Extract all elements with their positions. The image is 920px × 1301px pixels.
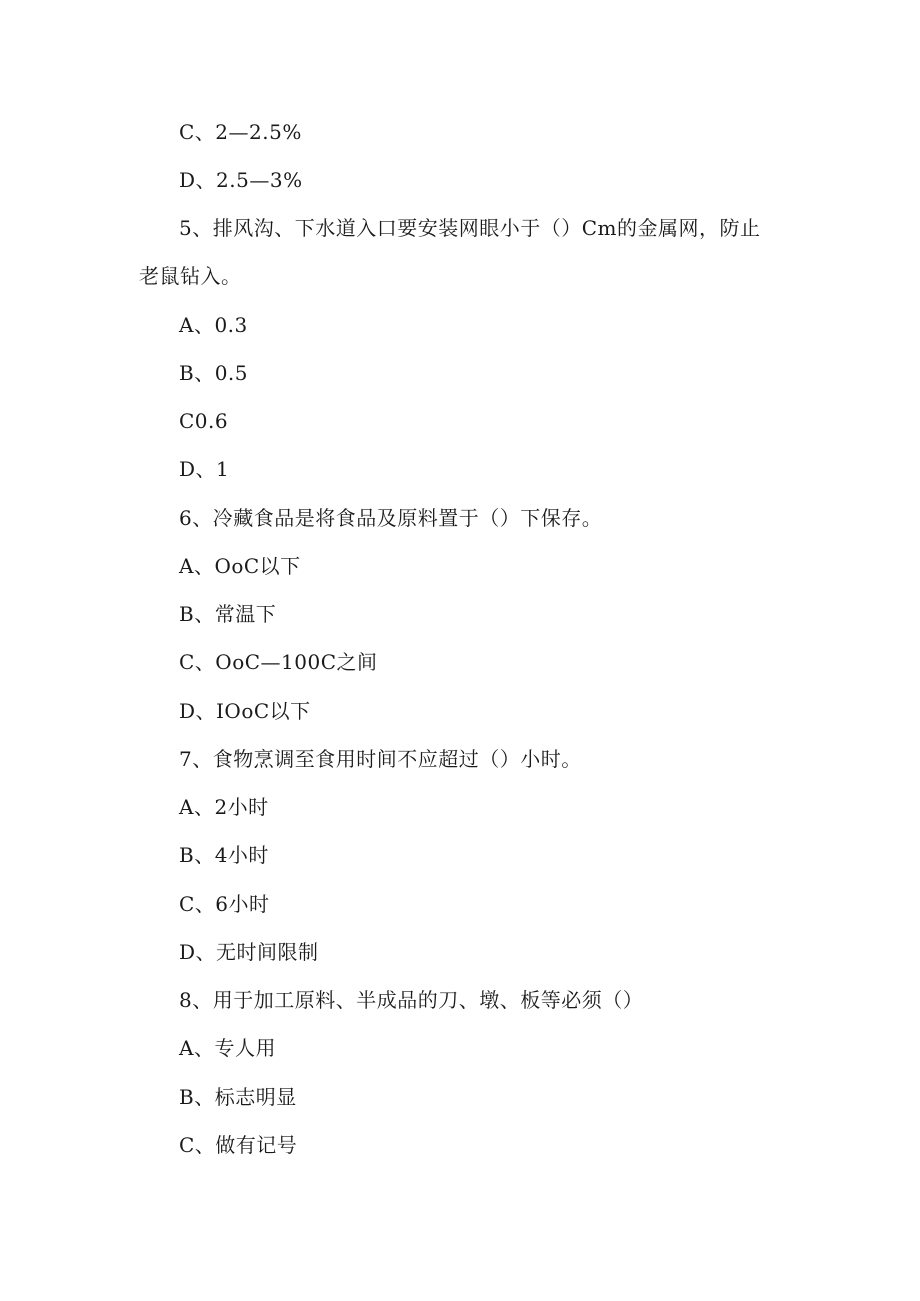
option-c-q6: C、OoC—100C之间: [179, 650, 378, 674]
option-c-q8: C、做有记号: [179, 1133, 298, 1157]
question-5-line-1: 5、排风沟、下水道入口要安装网眼小于（）Cm的金属网，防止: [179, 216, 761, 240]
question-7: 7、食物烹调至食用时间不应超过（）小时。: [179, 747, 582, 771]
question-5-line-2: 老鼠钻入。: [139, 264, 242, 288]
option-c-q4: C、2—2.5%: [179, 120, 302, 144]
question-6: 6、冷藏食品是将食品及原料置于（）下保存。: [179, 506, 603, 530]
option-b-q6: B、常温下: [179, 602, 277, 626]
option-a-q6: A、OoC以下: [179, 554, 301, 578]
option-d-q6: D、IOoC以下: [179, 699, 311, 723]
option-d-q4: D、2.5—3%: [179, 168, 303, 192]
option-a-q7: A、2小时: [179, 795, 269, 819]
option-b-q5: B、0.5: [179, 361, 249, 385]
question-8: 8、用于加工原料、半成品的刀、墩、板等必须（）: [179, 988, 644, 1012]
option-a-q8: A、专人用: [179, 1036, 276, 1060]
option-c-q5: C0.6: [179, 409, 229, 433]
option-a-q5: A、0.3: [179, 313, 248, 337]
option-b-q7: B、4小时: [179, 843, 269, 867]
option-d-q5: D、1: [179, 457, 230, 481]
option-b-q8: B、标志明显: [179, 1085, 297, 1109]
option-c-q7: C、6小时: [179, 892, 270, 916]
option-d-q7: D、无时间限制: [179, 940, 319, 964]
